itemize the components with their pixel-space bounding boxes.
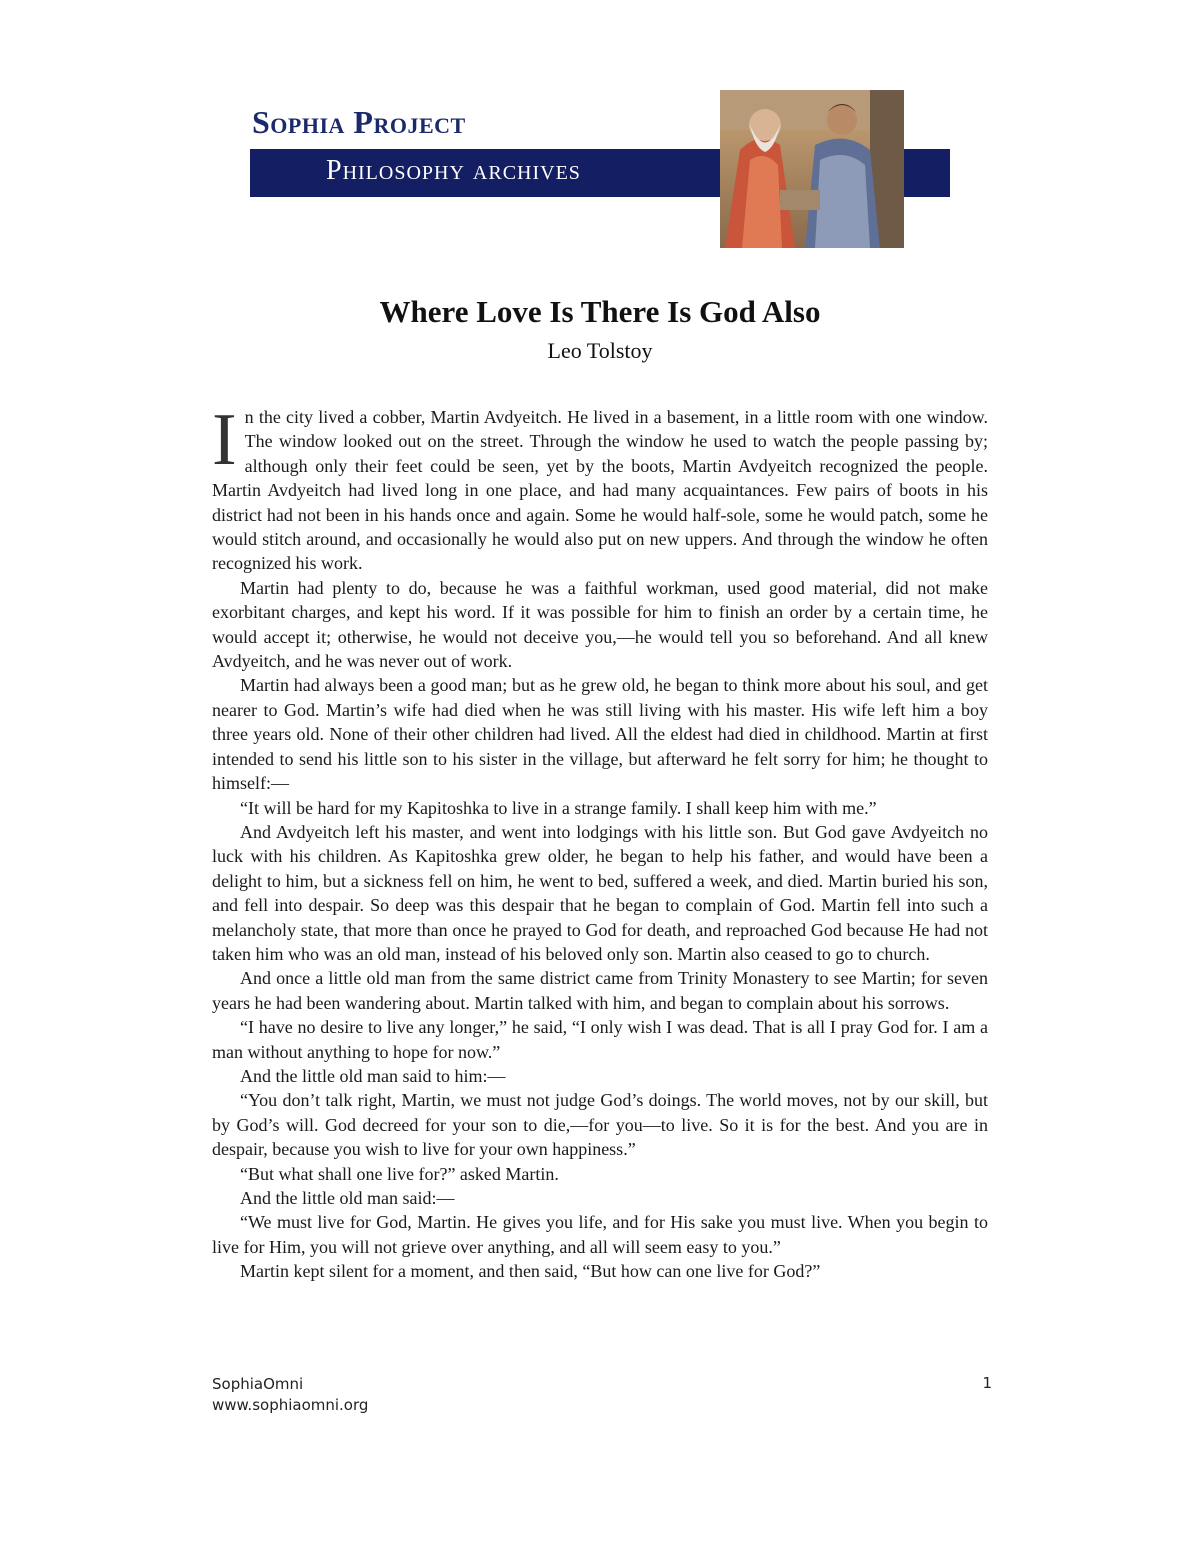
paragraph: And Avdyeitch left his master, and went into lodgings with his little son. But God gave Avdyeitch no luck with his children. As Kapitoshka grew older, he began to help his father, and would have been a delight to him, but a sickness fell on him, he went to bed, suffered a week, and died. Martin buried his son, and fell into despair. So deep was this despair that he began to complain of God. Martin fell into such a melancholy state, that more than once he prayed to God for death, and reproached God because He had not taken him who was an old man, instead of his beloved only son. Martin also ceased to go to church. [212, 821, 988, 964]
document-title: Where Love Is There Is God Also [379, 294, 821, 329]
paragraph: Martin had plenty to do, because he was a faithful workman, used good material, did not make exorbitant charges, and kept his word. If it was possible for him to finish an order by a certain time, he would accept it; otherwise, he would not deceive you,—he would tell you so beforehand. And all knew Avdyeitch, and he was never out of work. [212, 577, 988, 672]
paragraph: “I have no desire to live any longer,” he said, “I only wish I was dead. That is all I pray God for. I am a man without anything to hope for now.” [212, 1017, 988, 1062]
page-header [250, 90, 950, 248]
paragraph-text: n the city lived a cobber, Martin Avdyeitch. He lived in a basement, in a little room with one window. The window looked out on the street. Through the window he used to watch the people passing by; although only their feet could be seen, yet by the boots, Martin Avdyeitch recognized the people. Martin Avdyeitch had lived long in one place, and had many acquaintances. Few pairs of boots in his district had not been in his hands once and again. Some he would half-sole, some he would patch, some he would stitch around, and occasionally he would also put on new uppers. And through the window he often recognized his work. [212, 407, 988, 574]
paragraph: And once a little old man from the same district came from Trinity Monastery to see Martin; for seven years he had been wandering about. Martin talked with him, and began to complain about his sorrows. [212, 968, 988, 1013]
paragraph: And the little old man said to him:— [240, 1065, 506, 1086]
paragraph: “You don’t talk right, Martin, we must not judge God’s doings. The world moves, not by our skill, but by God’s will. God decreed for your son to die,—for you—to live. So it is for the best. And you are in despair, because you wish to live for your own happiness.” [212, 1090, 988, 1160]
page-footer [212, 1374, 992, 1416]
paragraph: “It will be hard for my Kapitoshka to live in a strange family. I shall keep him with me.” [240, 797, 877, 818]
brand-subtitle: Philosophy archives [326, 155, 581, 186]
paragraph: “We must live for God, Martin. He gives you life, and for His sake you must live. When you begin to live for Him, you will not grieve over anything, and all will seem easy to you.” [212, 1212, 988, 1257]
footer-site-url[interactable]: www.sophiaomni.org [212, 1396, 369, 1414]
paragraph: Martin kept silent for a moment, and then said, “But how can one live for God?” [240, 1261, 821, 1282]
paragraph: And the little old man said:— [240, 1188, 455, 1208]
brand-title: Sophia Project [252, 104, 466, 140]
paragraph [212, 399, 988, 576]
page-number: 1 [982, 1374, 992, 1392]
plato-aristotle-image [720, 90, 904, 248]
drop-cap: I [212, 399, 237, 481]
document-body [212, 399, 988, 1284]
footer-site-name: SophiaOmni [212, 1375, 304, 1393]
document-author: Leo Tolstoy [547, 338, 653, 363]
paragraph: “But what shall one live for?” asked Martin. [240, 1163, 559, 1184]
paragraph: Martin had always been a good man; but as he grew old, he began to think more about his soul, and get nearer to God. Martin’s wife had died when he was still living with his master. His wife left him a boy three years old. None of their other children had lived. All the eldest had died in childhood. Martin at first intended to send his little son to his sister in the village, but afterward he felt sorry for him; he thought to himself:— [212, 675, 988, 794]
